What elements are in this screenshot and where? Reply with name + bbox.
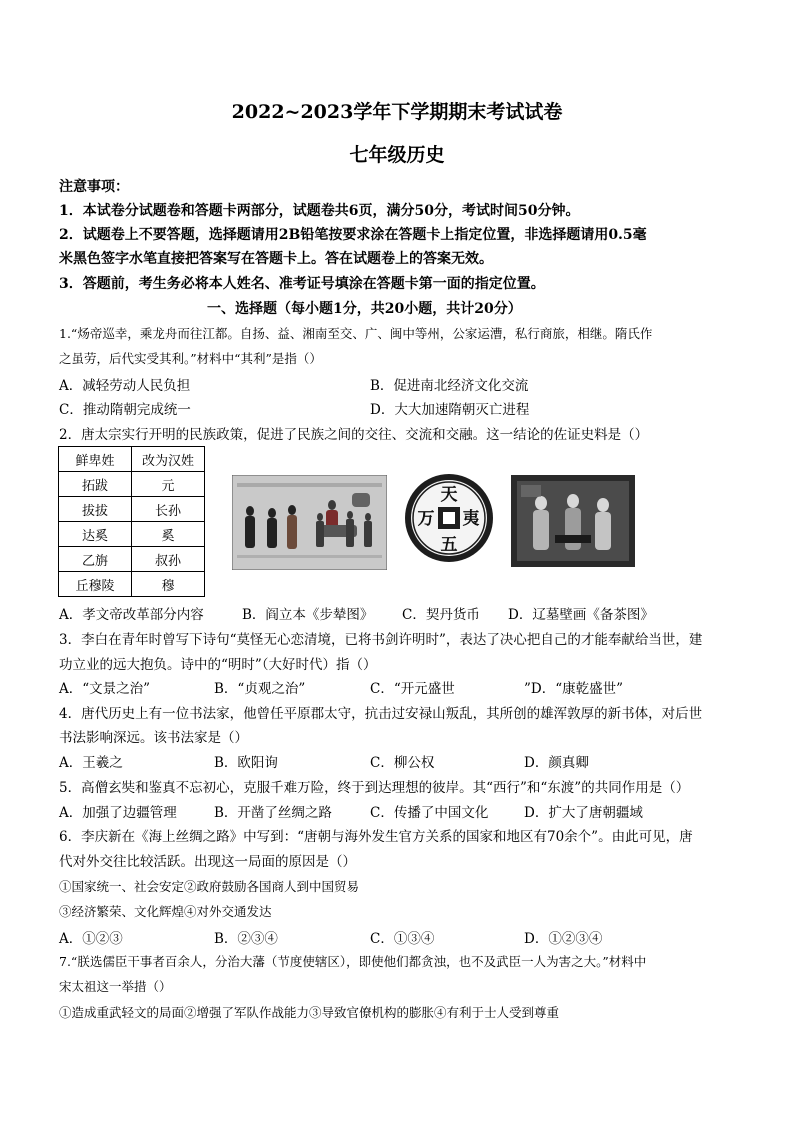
table-cell: 拔拔 [59,497,132,522]
exam-title: 2022~2023学年下学期期末考试试卷 [231,101,563,123]
q6-option-c: C．①③④ [370,931,435,947]
q2-option-a: A．孝文帝改革部分内容 [59,607,204,623]
q1-stem-line-2: 之虽劳，后代实受其利。”材料中“其利”是指（） [59,351,322,366]
table-cell: 乙旃 [59,547,132,572]
table-cell: 叔孙 [132,547,205,572]
table-cell: 穆 [132,572,205,597]
q4-stem-line-1: 4．唐代历史上有一位书法家，他曾任平原郡太守，抗击过安禄山叛乱，其所创的雄浑敦厚的新书体，对后世 [59,706,703,722]
q2-option-b: B．阎立本《步辇图》 [242,607,374,623]
note-1: 1．本试卷分试题卷和答题卡两部分，试题卷共6页，满分50分，考试时间50分钟。 [59,203,580,219]
q5-option-b: B．开凿了丝绸之路 [214,805,332,821]
q4-option-d: D．颜真卿 [524,755,589,771]
coin-char-right: 夷 [462,509,480,529]
q1-option-a: A．减轻劳动人民负担 [59,378,191,394]
q6-option-d: D．①②③④ [524,931,603,947]
q6-option-b: B．②③④ [214,931,278,947]
table-cell: 奚 [132,522,205,547]
q5-option-c: C．传播了中国文化 [370,805,489,821]
table-cell: 元 [132,472,205,497]
q3-stem-line-2: 功立业的远大抱负。诗中的“明时”（大好时代）指（） [59,657,377,673]
q7-stem-line-2: 宋太祖这一举措（） [59,979,172,994]
q3-stem-line-1: 3．李白在青年时曾写下诗句“莫怪无心恋清境，已将书剑许明时”，表达了决心把自己的才能奉献给当世，建 [59,632,703,648]
q4-option-a: A．王羲之 [59,755,123,771]
q3-option-c: C．“开元盛世 [370,681,455,697]
q5-option-a: A．加强了边疆管理 [59,805,177,821]
q4-option-c: C．柳公权 [370,755,435,771]
q4-option-b: B．欧阳询 [214,755,278,771]
table-row [59,472,205,497]
khitan-coin-image [403,472,495,564]
q5-option-d: D．扩大了唐朝疆域 [524,805,643,821]
q1-option-b: B．促进南北经济文化交流 [370,378,529,394]
q3-option-d: ”D．“康乾盛世” [524,681,624,697]
table-header-cell: 改为汉姓 [132,447,205,472]
q6-stem-line-2: 代对外交往比较活跃。出现这一局面的原因是（） [59,854,356,870]
section-1-heading: 一、选择题（每小题1分，共20小题，共计20分） [207,301,522,317]
surname-table-header [59,447,205,472]
liao-tomb-mural-image [511,475,635,567]
coin-char-bottom: 五 [440,535,458,555]
q1-option-d: D．大大加速隋朝灭亡进程 [370,402,530,418]
table-cell: 拓跋 [59,472,132,497]
note-2-line-1: 2．试题卷上不要答题，选择题请用2B铅笔按要求涂在答题卡上指定位置，非选择题请用0.5毫 [59,227,647,243]
q4-stem-line-2: 书法影响深远。该书法家是（） [59,730,248,746]
note-3: 3．答题前，考生务必将本人姓名、准考证号填涂在答题卡第一面的指定位置。 [59,276,545,292]
coin-char-top: 天 [440,485,458,505]
surname-table [58,446,205,597]
q1-option-c: C．推动隋朝完成统一 [59,402,191,418]
coin-char-left: 万 [417,509,435,529]
q5-stem: 5．高僧玄奘和鉴真不忘初心，克服千难万险，终于到达理想的彼岸。其“西行”和“东渡”的共同作用是（） [59,780,690,796]
table-cell: 达奚 [59,522,132,547]
table-row [59,522,205,547]
exam-subtitle: 七年级历史 [349,144,445,166]
q7-stem-line-1: 7.“朕选儒臣干事者百余人，分治大藩（节度使辖区），即使他们都贪浊，也不及武臣一人为害之大。”材料中 [59,954,647,969]
note-2-line-2: 米黑色签字水笔直接把答案写在答题卡上。答在试题卷上的答案无效。 [59,251,493,267]
table-header-cell: 鲜卑姓 [59,447,132,472]
q7-statements: ①造成重武轻文的局面②增强了军队作战能力③导致官僚机构的膨胀④有利于士人受到尊重 [59,1005,560,1020]
q6-stem-line-1: 6．李庆新在《海上丝绸之路》中写到：“唐朝与海外发生官方关系的国家和地区有70余个”。由此可见，唐 [59,829,693,845]
q3-option-a: A．“文景之治” [59,681,151,697]
table-row [59,497,205,522]
table-row [59,572,205,597]
table-row [59,547,205,572]
table-cell: 丘穆陵 [59,572,132,597]
buniantu-painting-image [232,475,387,570]
q2-option-c: C．契丹货币 [402,607,480,623]
q6-option-a: A．①②③ [59,931,123,947]
table-cell: 长孙 [132,497,205,522]
q1-stem-line-1: 1.“炀帝巡幸，乘龙舟而往江都。自扬、益、湘南至交、广、闽中等州，公家运漕，私行商旅，相继。隋氏作 [59,326,653,341]
q6-statements-2: ③经济繁荣、文化辉煌④对外交通发达 [59,904,272,919]
q3-option-b: B．“贞观之治” [214,681,306,697]
q2-stem: 2．唐太宗实行开明的民族政策，促进了民族之间的交往、交流和交融。这一结论的佐证史料是（） [59,427,649,443]
notes-heading: 注意事项： [59,179,129,195]
q2-option-d: D．辽墓壁画《备茶图》 [508,607,654,623]
q6-statements-1: ①国家统一、社会安定②政府鼓励各国商人到中国贸易 [59,879,360,894]
